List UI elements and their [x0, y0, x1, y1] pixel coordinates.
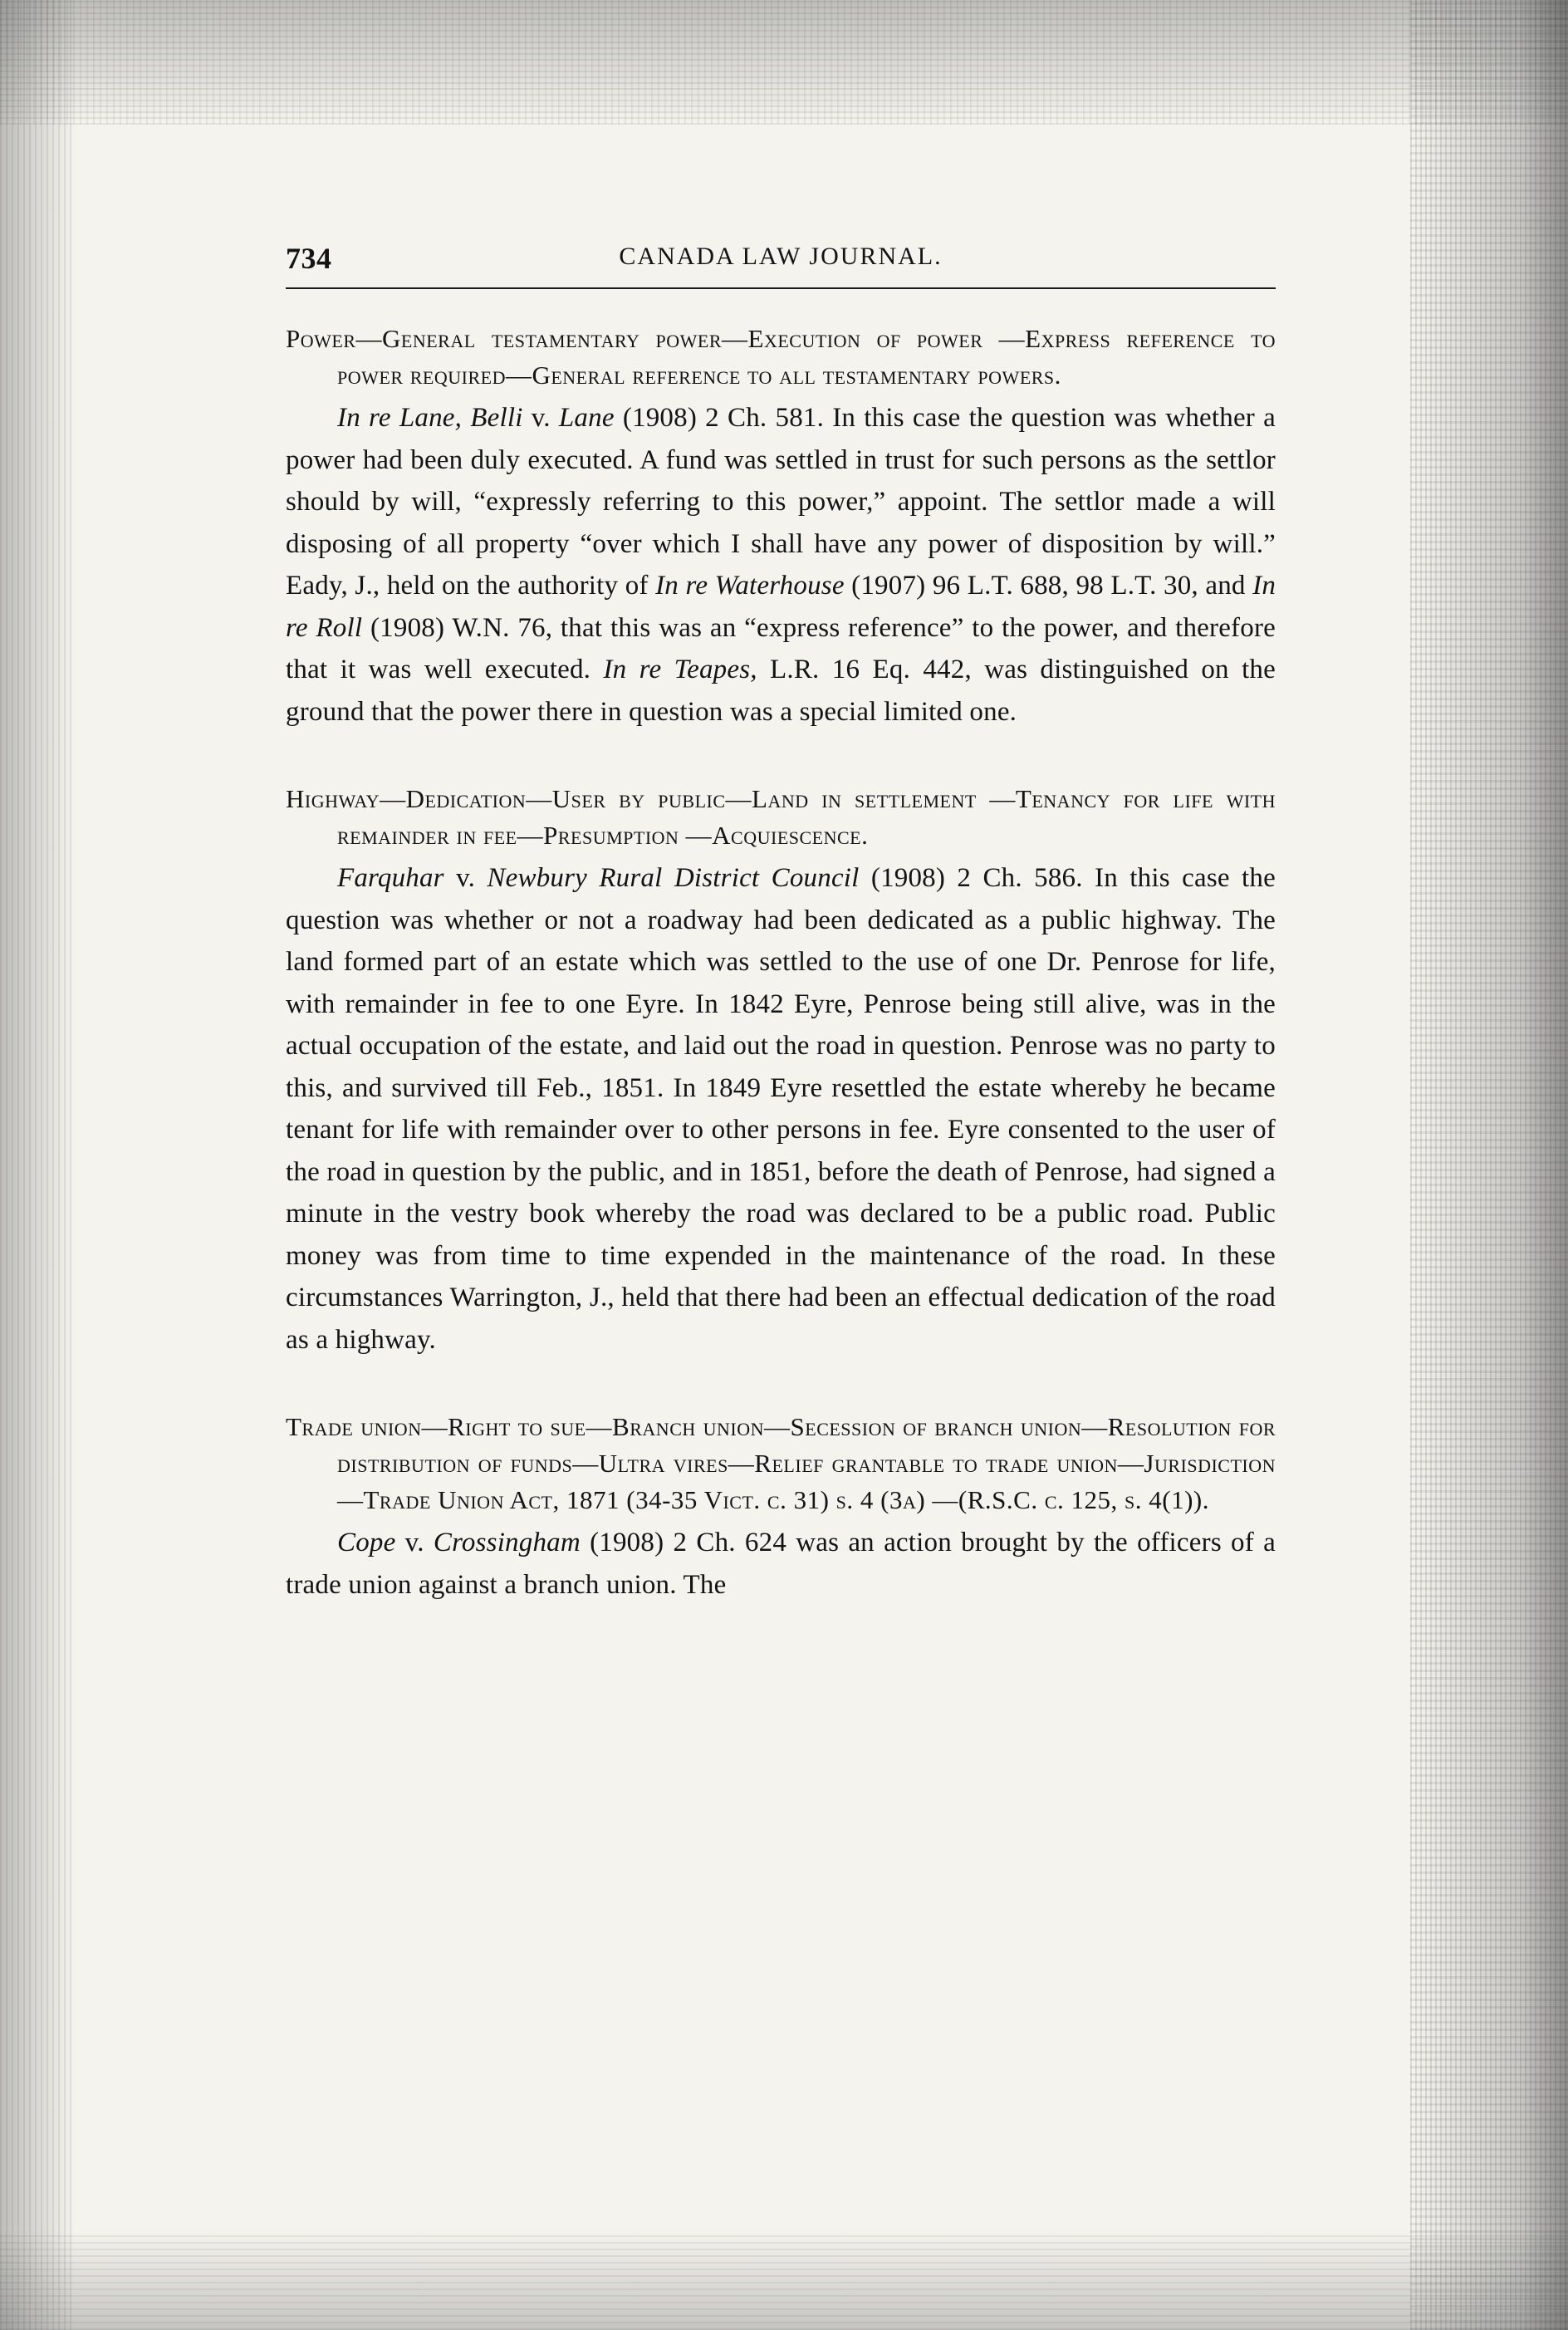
versus: v. [443, 863, 488, 893]
body-text: (1908) 2 Ch. 581. In this case the question was whether a power had been duly executed. A fund was settled in trust for such persons as the settlor should by will, “expressly referring to this power,” appoint. The settlor made a will disposing of all property “over which I shall have any power of disposition by will.” Eady, J., held on the authority of [286, 403, 1276, 601]
section-body-highway [286, 857, 1276, 1361]
versus: v. [522, 403, 559, 433]
scan-noise-top [0, 0, 1568, 125]
scan-noise-left [0, 0, 75, 2330]
section-heading-power: Power—General testamentary power—Execution of power —Express reference to power required—General reference to all testamentary powers. [286, 324, 1276, 390]
section-body-trade-union [286, 1522, 1276, 1606]
case-name: Cope [337, 1528, 396, 1557]
versus: v. [395, 1528, 434, 1557]
scan-noise-right [1410, 0, 1568, 2330]
header-rule [286, 287, 1276, 289]
case-name-2: Crossingham [433, 1528, 581, 1557]
case-name: Farquhar [337, 863, 444, 893]
scan-noise-bottom [0, 2230, 1568, 2330]
body-text: (1908) 2 Ch. 586. In this case the question was whether or not a roadway had been dedicated as a public highway. The land formed part of an estate which was settled to the use of one Dr. Penrose for life, with remainder in fee to one Eyre. In 1842 Eyre, Penrose being still alive, was in the actual occupation of the estate, and laid out the road in question. Penrose was no party to this, and survived till Feb., 1851. In 1849 Eyre resettled the estate whereby he became tenant for life with remainder over to other persons in fee. Eyre consented to the user of the road in question by the public, and in 1851, before the death of Penrose, had signed a minute in the vestry book whereby the road was declared to be a public road. Public money was from time to time expended in the maintenance of the road. In these circumstances Warrington, J., held that there had been an effectual dedication of the road as a highway. [286, 863, 1276, 1355]
cited-case: In re Teapes, [603, 655, 757, 684]
body-text: (1908) W.N. 76, that this was an “express reference” to the power, and therefore that it was well executed. [286, 612, 1276, 684]
cited-case: In re Roll [286, 571, 1276, 643]
case-name-2: Newbury Rural District Council [487, 863, 860, 893]
case-name-2: Lane [558, 403, 615, 433]
case-name: In re Lane, Belli [337, 403, 523, 433]
page-number: 734 [286, 242, 332, 275]
journal-title: CANADA LAW JOURNAL. [619, 243, 943, 270]
section-heading-highway: Highway—Dedication—User by public—Land in settlement —Tenancy for life with remainder in fee—Presumption —Acquiescence. [286, 784, 1276, 850]
body-text: (1907) 96 L.T. 688, 98 L.T. 30, and [844, 571, 1253, 601]
cited-case: In re Waterhouse [655, 571, 845, 601]
page-content [286, 234, 1276, 1633]
body-text: L.R. 16 Eq. 442, was distinguished on the ground that the power there in question was a special limited one. [286, 655, 1276, 727]
section-body-power [286, 397, 1276, 733]
section-heading-trade-union: Trade union—Right to sue—Branch union—Secession of branch union—Resolution for distribution of funds—Ultra vires—Relief grantable to trade union—Jurisdiction—Trade Union Act, 1871 (34-35 Vict. c. 31) s. 4 (3a) —(R.S.C. c. 125, s. 4(1)). [286, 1412, 1276, 1514]
body-text: (1908) 2 Ch. 624 was an action brought by the officers of a trade union against a branch union. The [286, 1528, 1276, 1600]
running-head [286, 234, 1276, 284]
